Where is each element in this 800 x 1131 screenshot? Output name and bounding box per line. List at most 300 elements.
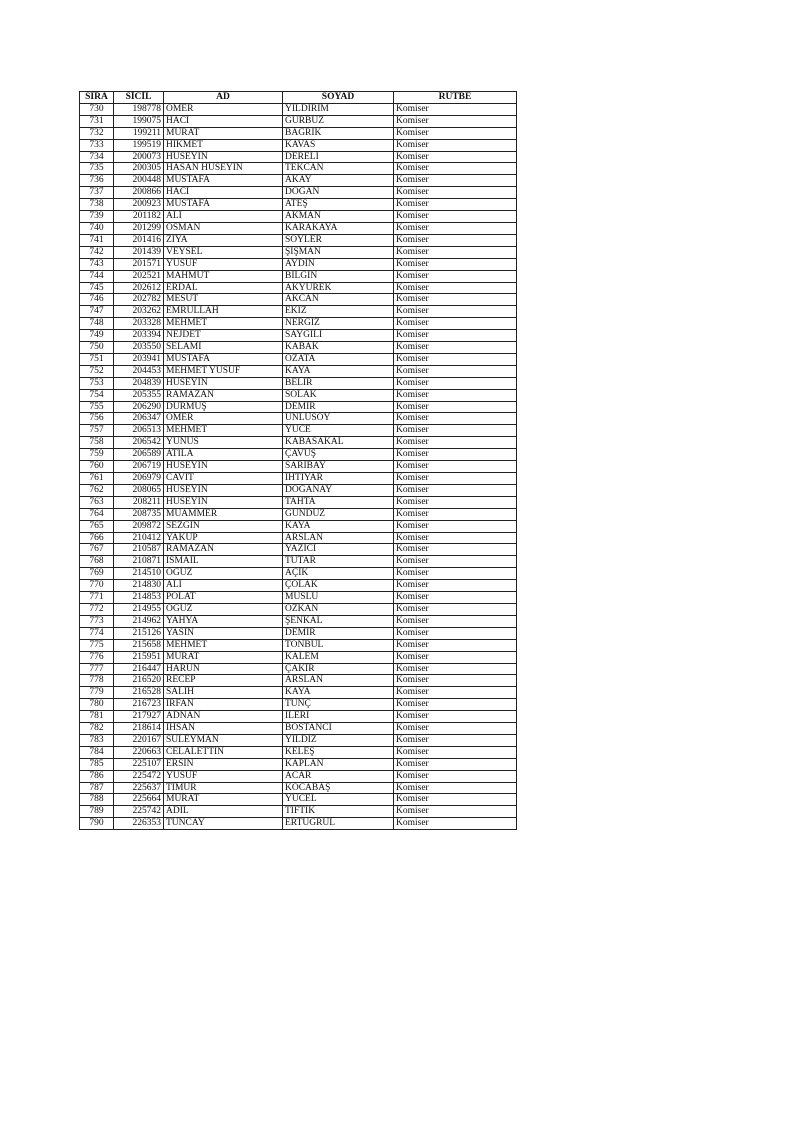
table-row xyxy=(80,163,517,175)
cell-ad: HACI xyxy=(164,187,283,199)
cell-ad: ÖMER xyxy=(164,413,283,425)
cell-rutbe: Komiser xyxy=(394,318,517,330)
cell-rutbe: Komiser xyxy=(394,163,517,175)
table-row xyxy=(80,794,517,806)
cell-ad: ERSİN xyxy=(164,758,283,770)
cell-soyad: KAPLAN xyxy=(283,758,394,770)
cell-rutbe: Komiser xyxy=(394,818,517,830)
cell-sira: 781 xyxy=(80,711,114,723)
cell-ad: TUNCAY xyxy=(164,818,283,830)
cell-rutbe: Komiser xyxy=(394,449,517,461)
cell-sicil: 210412 xyxy=(114,532,164,544)
cell-sira: 777 xyxy=(80,663,114,675)
cell-ad: MUSTAFA xyxy=(164,353,283,365)
table-row xyxy=(80,401,517,413)
cell-sicil: 206589 xyxy=(114,449,164,461)
cell-sira: 760 xyxy=(80,461,114,473)
cell-sira: 786 xyxy=(80,770,114,782)
table-row xyxy=(80,758,517,770)
cell-soyad: KABASAKAL xyxy=(283,437,394,449)
cell-sicil: 204453 xyxy=(114,365,164,377)
table-row xyxy=(80,663,517,675)
cell-rutbe: Komiser xyxy=(394,723,517,735)
cell-sira: 748 xyxy=(80,318,114,330)
cell-sira: 730 xyxy=(80,103,114,115)
table-row xyxy=(80,520,517,532)
cell-sicil: 215658 xyxy=(114,639,164,651)
cell-rutbe: Komiser xyxy=(394,330,517,342)
cell-soyad: DOĞAN xyxy=(283,187,394,199)
cell-sicil: 208065 xyxy=(114,484,164,496)
cell-sira: 744 xyxy=(80,270,114,282)
cell-soyad: ÖZKAN xyxy=(283,603,394,615)
cell-sicil: 200305 xyxy=(114,163,164,175)
cell-soyad: KAYA xyxy=(283,520,394,532)
cell-rutbe: Komiser xyxy=(394,508,517,520)
cell-sira: 778 xyxy=(80,675,114,687)
cell-rutbe: Komiser xyxy=(394,770,517,782)
table-row xyxy=(80,568,517,580)
cell-ad: İSMAİL xyxy=(164,556,283,568)
cell-ad: RAMAZAN xyxy=(164,389,283,401)
cell-sira: 738 xyxy=(80,199,114,211)
cell-rutbe: Komiser xyxy=(394,627,517,639)
cell-ad: DURMUŞ xyxy=(164,401,283,413)
table-row xyxy=(80,508,517,520)
table-row xyxy=(80,353,517,365)
cell-ad: MURAT xyxy=(164,651,283,663)
cell-rutbe: Komiser xyxy=(394,699,517,711)
cell-sicil: 200448 xyxy=(114,175,164,187)
cell-sira: 736 xyxy=(80,175,114,187)
table-row xyxy=(80,473,517,485)
table-row xyxy=(80,211,517,223)
cell-sicil: 203550 xyxy=(114,342,164,354)
cell-soyad: TUNÇ xyxy=(283,699,394,711)
cell-sira: 775 xyxy=(80,639,114,651)
table-row xyxy=(80,342,517,354)
cell-sira: 766 xyxy=(80,532,114,544)
cell-rutbe: Komiser xyxy=(394,663,517,675)
table-row xyxy=(80,258,517,270)
cell-sira: 759 xyxy=(80,449,114,461)
table-row xyxy=(80,365,517,377)
cell-ad: MUAMMER xyxy=(164,508,283,520)
cell-ad: ADNAN xyxy=(164,711,283,723)
cell-sicil: 199075 xyxy=(114,115,164,127)
cell-sicil: 225637 xyxy=(114,782,164,794)
cell-soyad: ARSLAN xyxy=(283,532,394,544)
cell-sicil: 206719 xyxy=(114,461,164,473)
table-row xyxy=(80,699,517,711)
table-row xyxy=(80,425,517,437)
cell-sicil: 198778 xyxy=(114,103,164,115)
cell-rutbe: Komiser xyxy=(394,484,517,496)
cell-sicil: 200073 xyxy=(114,151,164,163)
cell-sira: 762 xyxy=(80,484,114,496)
cell-sicil: 208211 xyxy=(114,496,164,508)
cell-sira: 745 xyxy=(80,282,114,294)
cell-ad: HACI xyxy=(164,115,283,127)
cell-sicil: 225472 xyxy=(114,770,164,782)
table-row xyxy=(80,484,517,496)
cell-rutbe: Komiser xyxy=(394,270,517,282)
cell-ad: ZİYA xyxy=(164,234,283,246)
table-row xyxy=(80,627,517,639)
cell-rutbe: Komiser xyxy=(394,127,517,139)
cell-rutbe: Komiser xyxy=(394,377,517,389)
cell-soyad: İLERİ xyxy=(283,711,394,723)
cell-ad: VEYSEL xyxy=(164,246,283,258)
cell-soyad: ÇAVUŞ xyxy=(283,449,394,461)
cell-rutbe: Komiser xyxy=(394,687,517,699)
table-row xyxy=(80,818,517,830)
table-row xyxy=(80,782,517,794)
cell-ad: RECEP xyxy=(164,675,283,687)
cell-soyad: ACAR xyxy=(283,770,394,782)
cell-ad: ADİL xyxy=(164,806,283,818)
table-row xyxy=(80,199,517,211)
table-row xyxy=(80,603,517,615)
cell-ad: YUSUF xyxy=(164,258,283,270)
table-row xyxy=(80,723,517,735)
cell-rutbe: Komiser xyxy=(394,520,517,532)
cell-rutbe: Komiser xyxy=(394,806,517,818)
cell-rutbe: Komiser xyxy=(394,306,517,318)
cell-ad: YUNUS xyxy=(164,437,283,449)
cell-ad: YAKUP xyxy=(164,532,283,544)
cell-rutbe: Komiser xyxy=(394,580,517,592)
cell-sicil: 220663 xyxy=(114,746,164,758)
cell-ad: MEHMET xyxy=(164,425,283,437)
cell-sira: 735 xyxy=(80,163,114,175)
cell-sira: 765 xyxy=(80,520,114,532)
cell-rutbe: Komiser xyxy=(394,199,517,211)
cell-ad: HÜSEYİN xyxy=(164,484,283,496)
cell-rutbe: Komiser xyxy=(394,675,517,687)
cell-rutbe: Komiser xyxy=(394,794,517,806)
table-row xyxy=(80,413,517,425)
cell-sira: 752 xyxy=(80,365,114,377)
cell-sicil: 206542 xyxy=(114,437,164,449)
cell-sicil: 226353 xyxy=(114,818,164,830)
cell-sicil: 200923 xyxy=(114,199,164,211)
cell-rutbe: Komiser xyxy=(394,151,517,163)
cell-soyad: ARSLAN xyxy=(283,675,394,687)
table-row xyxy=(80,532,517,544)
cell-sicil: 216520 xyxy=(114,675,164,687)
table-row xyxy=(80,294,517,306)
cell-sira: 747 xyxy=(80,306,114,318)
cell-ad: YAHYA xyxy=(164,615,283,627)
table-row xyxy=(80,580,517,592)
cell-rutbe: Komiser xyxy=(394,425,517,437)
cell-sira: 770 xyxy=(80,580,114,592)
cell-sicil: 209872 xyxy=(114,520,164,532)
cell-soyad: SAYGILI xyxy=(283,330,394,342)
table-header xyxy=(80,92,517,104)
header-rutbe: RÜTBE xyxy=(394,92,517,104)
cell-soyad: ŞİŞMAN xyxy=(283,246,394,258)
cell-soyad: KALEM xyxy=(283,651,394,663)
cell-ad: SELAMİ xyxy=(164,342,283,354)
cell-sicil: 216528 xyxy=(114,687,164,699)
table-row xyxy=(80,806,517,818)
cell-sicil: 200866 xyxy=(114,187,164,199)
table-row xyxy=(80,746,517,758)
cell-ad: SEZGİN xyxy=(164,520,283,532)
cell-sicil: 225742 xyxy=(114,806,164,818)
cell-ad: POLAT xyxy=(164,592,283,604)
cell-sira: 732 xyxy=(80,127,114,139)
cell-sicil: 214853 xyxy=(114,592,164,604)
cell-soyad: ŞENKAL xyxy=(283,615,394,627)
cell-ad: NEJDET xyxy=(164,330,283,342)
cell-sira: 772 xyxy=(80,603,114,615)
cell-rutbe: Komiser xyxy=(394,639,517,651)
cell-soyad: ÖZATA xyxy=(283,353,394,365)
cell-soyad: SOLAK xyxy=(283,389,394,401)
cell-sira: 768 xyxy=(80,556,114,568)
cell-ad: MESUT xyxy=(164,294,283,306)
cell-soyad: ÜNLÜSOY xyxy=(283,413,394,425)
table-row xyxy=(80,651,517,663)
cell-sira: 755 xyxy=(80,401,114,413)
table-row xyxy=(80,282,517,294)
cell-ad: ERDAL xyxy=(164,282,283,294)
cell-rutbe: Komiser xyxy=(394,342,517,354)
cell-soyad: TEKCAN xyxy=(283,163,394,175)
cell-ad: HÜSEYİN xyxy=(164,496,283,508)
table-row xyxy=(80,187,517,199)
cell-sicil: 225107 xyxy=(114,758,164,770)
cell-sicil: 225664 xyxy=(114,794,164,806)
table-row xyxy=(80,770,517,782)
cell-sicil: 201299 xyxy=(114,222,164,234)
cell-soyad: TONBUL xyxy=(283,639,394,651)
cell-rutbe: Komiser xyxy=(394,615,517,627)
cell-sicil: 201182 xyxy=(114,211,164,223)
cell-rutbe: Komiser xyxy=(394,603,517,615)
cell-rutbe: Komiser xyxy=(394,401,517,413)
cell-soyad: GÜNDÜZ xyxy=(283,508,394,520)
cell-rutbe: Komiser xyxy=(394,734,517,746)
cell-sira: 761 xyxy=(80,473,114,485)
table-row xyxy=(80,389,517,401)
cell-rutbe: Komiser xyxy=(394,568,517,580)
cell-ad: MEHMET YUSUF xyxy=(164,365,283,377)
cell-rutbe: Komiser xyxy=(394,746,517,758)
table-row xyxy=(80,437,517,449)
cell-sicil: 201416 xyxy=(114,234,164,246)
table-row xyxy=(80,246,517,258)
cell-sicil: 216447 xyxy=(114,663,164,675)
cell-sira: 757 xyxy=(80,425,114,437)
table-row xyxy=(80,544,517,556)
cell-soyad: KAYA xyxy=(283,687,394,699)
table-row xyxy=(80,103,517,115)
cell-sira: 743 xyxy=(80,258,114,270)
table-row xyxy=(80,306,517,318)
table-row xyxy=(80,711,517,723)
cell-ad: HARUN xyxy=(164,663,283,675)
cell-sicil: 201439 xyxy=(114,246,164,258)
cell-rutbe: Komiser xyxy=(394,139,517,151)
cell-sira: 787 xyxy=(80,782,114,794)
cell-ad: CAVİT xyxy=(164,473,283,485)
table-row xyxy=(80,615,517,627)
cell-soyad: DERELİ xyxy=(283,151,394,163)
header-soyad: SOYAD xyxy=(283,92,394,104)
cell-sicil: 210871 xyxy=(114,556,164,568)
cell-sicil: 214955 xyxy=(114,603,164,615)
table-row xyxy=(80,496,517,508)
table-row xyxy=(80,318,517,330)
cell-rutbe: Komiser xyxy=(394,258,517,270)
cell-soyad: KAYA xyxy=(283,365,394,377)
cell-sicil: 199519 xyxy=(114,139,164,151)
cell-ad: ATİLA xyxy=(164,449,283,461)
cell-ad: İRFAN xyxy=(164,699,283,711)
cell-soyad: ÇAKIR xyxy=(283,663,394,675)
cell-rutbe: Komiser xyxy=(394,282,517,294)
cell-rutbe: Komiser xyxy=(394,187,517,199)
cell-sira: 749 xyxy=(80,330,114,342)
cell-soyad: YÜCE xyxy=(283,425,394,437)
cell-soyad: YAZICI xyxy=(283,544,394,556)
cell-sicil: 206290 xyxy=(114,401,164,413)
cell-soyad: GÜRBÜZ xyxy=(283,115,394,127)
cell-sira: 737 xyxy=(80,187,114,199)
table-row xyxy=(80,592,517,604)
table-row xyxy=(80,115,517,127)
cell-rutbe: Komiser xyxy=(394,711,517,723)
header-row xyxy=(80,92,517,104)
cell-sicil: 210587 xyxy=(114,544,164,556)
cell-soyad: EKİZ xyxy=(283,306,394,318)
cell-soyad: NERGİZ xyxy=(283,318,394,330)
cell-rutbe: Komiser xyxy=(394,365,517,377)
cell-ad: TİMUR xyxy=(164,782,283,794)
cell-sicil: 202782 xyxy=(114,294,164,306)
cell-sira: 779 xyxy=(80,687,114,699)
table-row xyxy=(80,687,517,699)
cell-soyad: AKMAN xyxy=(283,211,394,223)
cell-ad: ALİ xyxy=(164,211,283,223)
table-row xyxy=(80,639,517,651)
cell-ad: OĞUZ xyxy=(164,603,283,615)
table-row xyxy=(80,556,517,568)
cell-soyad: TAHTA xyxy=(283,496,394,508)
cell-sira: 740 xyxy=(80,222,114,234)
cell-sira: 763 xyxy=(80,496,114,508)
cell-rutbe: Komiser xyxy=(394,532,517,544)
cell-sira: 734 xyxy=(80,151,114,163)
cell-soyad: ATEŞ xyxy=(283,199,394,211)
cell-sira: 784 xyxy=(80,746,114,758)
cell-ad: HÜSEYİN xyxy=(164,151,283,163)
cell-ad: SÜLEYMAN xyxy=(164,734,283,746)
cell-sicil: 203941 xyxy=(114,353,164,365)
header-ad: AD xyxy=(164,92,283,104)
cell-sira: 771 xyxy=(80,592,114,604)
cell-rutbe: Komiser xyxy=(394,592,517,604)
cell-rutbe: Komiser xyxy=(394,246,517,258)
cell-sira: 776 xyxy=(80,651,114,663)
cell-ad: HİKMET xyxy=(164,139,283,151)
cell-rutbe: Komiser xyxy=(394,389,517,401)
cell-sicil: 202521 xyxy=(114,270,164,282)
cell-sira: 790 xyxy=(80,818,114,830)
cell-rutbe: Komiser xyxy=(394,461,517,473)
cell-sicil: 206347 xyxy=(114,413,164,425)
table-row xyxy=(80,175,517,187)
cell-soyad: TUTAR xyxy=(283,556,394,568)
cell-sicil: 203394 xyxy=(114,330,164,342)
cell-soyad: AÇIK xyxy=(283,568,394,580)
cell-rutbe: Komiser xyxy=(394,294,517,306)
cell-soyad: BAĞRIK xyxy=(283,127,394,139)
table-row xyxy=(80,461,517,473)
cell-sicil: 217927 xyxy=(114,711,164,723)
cell-soyad: KARAKAYA xyxy=(283,222,394,234)
cell-sicil: 203328 xyxy=(114,318,164,330)
cell-soyad: KOCABAŞ xyxy=(283,782,394,794)
cell-sira: 746 xyxy=(80,294,114,306)
cell-sira: 788 xyxy=(80,794,114,806)
cell-sira: 767 xyxy=(80,544,114,556)
cell-soyad: DOĞANAY xyxy=(283,484,394,496)
cell-sicil: 214962 xyxy=(114,615,164,627)
cell-rutbe: Komiser xyxy=(394,353,517,365)
cell-rutbe: Komiser xyxy=(394,115,517,127)
cell-sicil: 214510 xyxy=(114,568,164,580)
cell-rutbe: Komiser xyxy=(394,234,517,246)
cell-sicil: 220167 xyxy=(114,734,164,746)
cell-sira: 756 xyxy=(80,413,114,425)
table-row xyxy=(80,127,517,139)
cell-ad: OĞUZ xyxy=(164,568,283,580)
cell-ad: MAHMUT xyxy=(164,270,283,282)
cell-sicil: 205355 xyxy=(114,389,164,401)
cell-soyad: AKYÜREK xyxy=(283,282,394,294)
cell-sira: 785 xyxy=(80,758,114,770)
cell-sicil: 206979 xyxy=(114,473,164,485)
cell-soyad: YILDIRIM xyxy=(283,103,394,115)
cell-ad: MUSTAFA xyxy=(164,175,283,187)
cell-sira: 774 xyxy=(80,627,114,639)
cell-ad: YUSUF xyxy=(164,770,283,782)
cell-soyad: TİFTİK xyxy=(283,806,394,818)
cell-rutbe: Komiser xyxy=(394,473,517,485)
cell-sicil: 206513 xyxy=(114,425,164,437)
cell-soyad: ERTUĞRUL xyxy=(283,818,394,830)
cell-sira: 753 xyxy=(80,377,114,389)
table-row xyxy=(80,151,517,163)
table-row xyxy=(80,449,517,461)
cell-sira: 783 xyxy=(80,734,114,746)
cell-sira: 731 xyxy=(80,115,114,127)
cell-soyad: AKCAN xyxy=(283,294,394,306)
table-row xyxy=(80,270,517,282)
cell-sicil: 208735 xyxy=(114,508,164,520)
cell-rutbe: Komiser xyxy=(394,651,517,663)
cell-sira: 751 xyxy=(80,353,114,365)
header-sira: SIRA xyxy=(80,92,114,104)
cell-ad: RAMAZAN xyxy=(164,544,283,556)
cell-sicil: 202612 xyxy=(114,282,164,294)
cell-rutbe: Komiser xyxy=(394,103,517,115)
